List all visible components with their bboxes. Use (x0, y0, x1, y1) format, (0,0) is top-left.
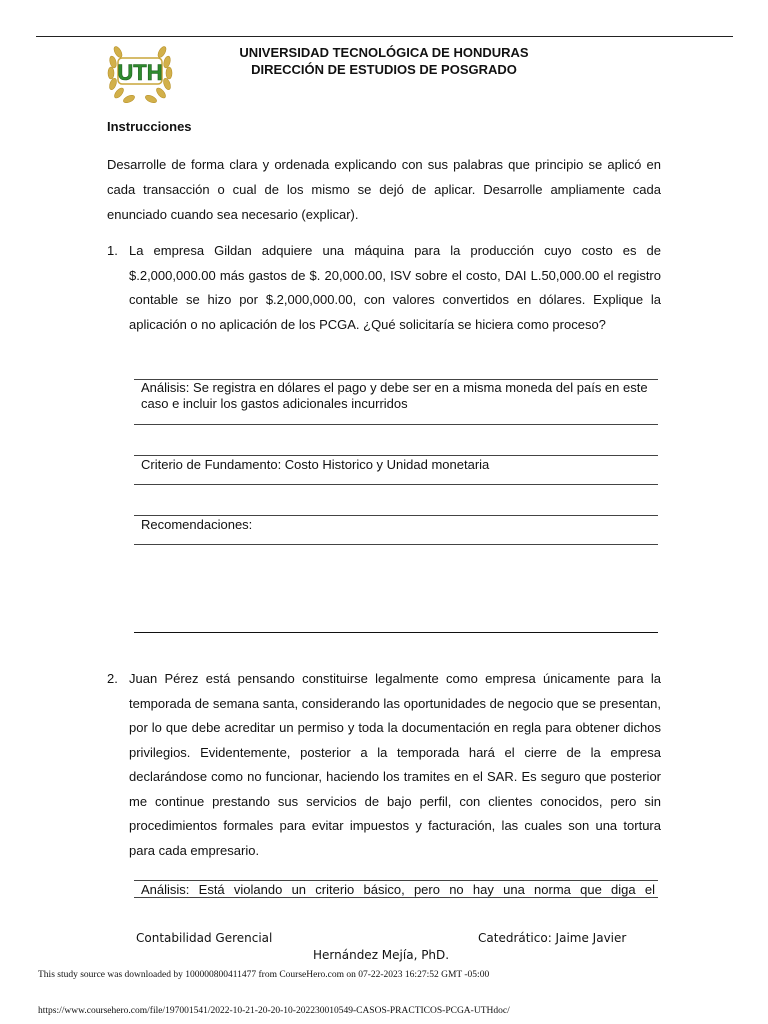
analysis-2-top-rule (134, 880, 658, 881)
footer-teacher-line1: Catedrático: Jaime Javier (478, 931, 627, 945)
university-name: UNIVERSIDAD TECNOLÓGICA DE HONDURAS (239, 45, 529, 60)
question-1-number: 1. (107, 243, 118, 258)
footer-teacher-line2: Hernández Mejía, PhD. (313, 948, 450, 962)
analysis-1-bottom-rule (134, 424, 658, 425)
instructions-body: Desarrolle de forma clara y ordenada explicando con sus palabras que principio se aplicó en cada transacción o cual de los mismo se dejó de aplicar. Desarrolle ampliamente cada enunciado cuando sea necesario (explicar). (107, 157, 661, 222)
question-1-text: La empresa Gildan adquiere una máquina para la producción cuyo costo es de $.2,000,000.00 más gastos de $. 20,000.00, ISV sobre el costo, DAI L.50,000.00 el registro contable se hizo por $.2,000,000.00, con valores convertidos en dólares. Explique la aplicación o no aplicación de los PCGA. ¿Qué solicitaría se hiciera como proceso? (129, 243, 661, 332)
question-1-recommendations: Recomendaciones: (141, 517, 253, 532)
uth-logo (104, 38, 176, 106)
download-note: This study source was downloaded by 100000800411477 from CourseHero.com on 07-22-2023 16:27:52 GMT -05:00 (38, 970, 490, 980)
question-1-criterion: Criterio de Fundamento: Costo Historico y Unidad monetaria (141, 457, 490, 472)
question-1-analysis: Análisis: Se registra en dólares el pago y debe ser en a misma moneda del país en este caso e incluir los gastos adicionales incurridos (141, 380, 648, 411)
source-url[interactable]: https://www.coursehero.com/file/197001541/2022-10-21-20-20-10-202230010549-CASOS-PRACTICOS-PCGA-UTHdoc/ (38, 1006, 510, 1016)
question-2-analysis: Análisis: Está violando un criterio básico, pero no hay una norma que diga el (141, 882, 655, 897)
recommendations-1-top-rule (134, 515, 658, 516)
recommendations-1-bottom-rule (134, 544, 658, 545)
question-2-text: Juan Pérez está pensando constituirse legalmente como empresa únicamente para la temporada de semana santa, considerando las oportunidades de negocio que se presentan, por lo que debe acreditar un permiso y toda la documentación en regla para obtener dichos privilegios. Evidentemente, posterior a la temporada hará el cierre de la empresa declarándose como no funcionar, haciendo los tramites en el SAR. Es seguro que posterior me continue prestando sus servicios de bajo perfil, con clientes conocidos, pero sin procedimientos formales para evitar impuestos y facturación, las cuales son una tortura para cada empresario. (129, 671, 661, 858)
document-header (180, 44, 588, 78)
instructions-title: Instrucciones (107, 119, 192, 134)
criterion-1-top-rule (134, 455, 658, 456)
logo-text: UTH (117, 60, 163, 85)
question-2-number: 2. (107, 671, 118, 686)
top-rule (36, 36, 733, 37)
analysis-2-bottom-rule (134, 897, 658, 898)
department-name: DIRECCIÓN DE ESTUDIOS DE POSGRADO (251, 62, 517, 77)
recommendations-1-end-rule (134, 632, 658, 633)
footer-course: Contabilidad Gerencial (136, 931, 273, 945)
criterion-1-bottom-rule (134, 484, 658, 485)
